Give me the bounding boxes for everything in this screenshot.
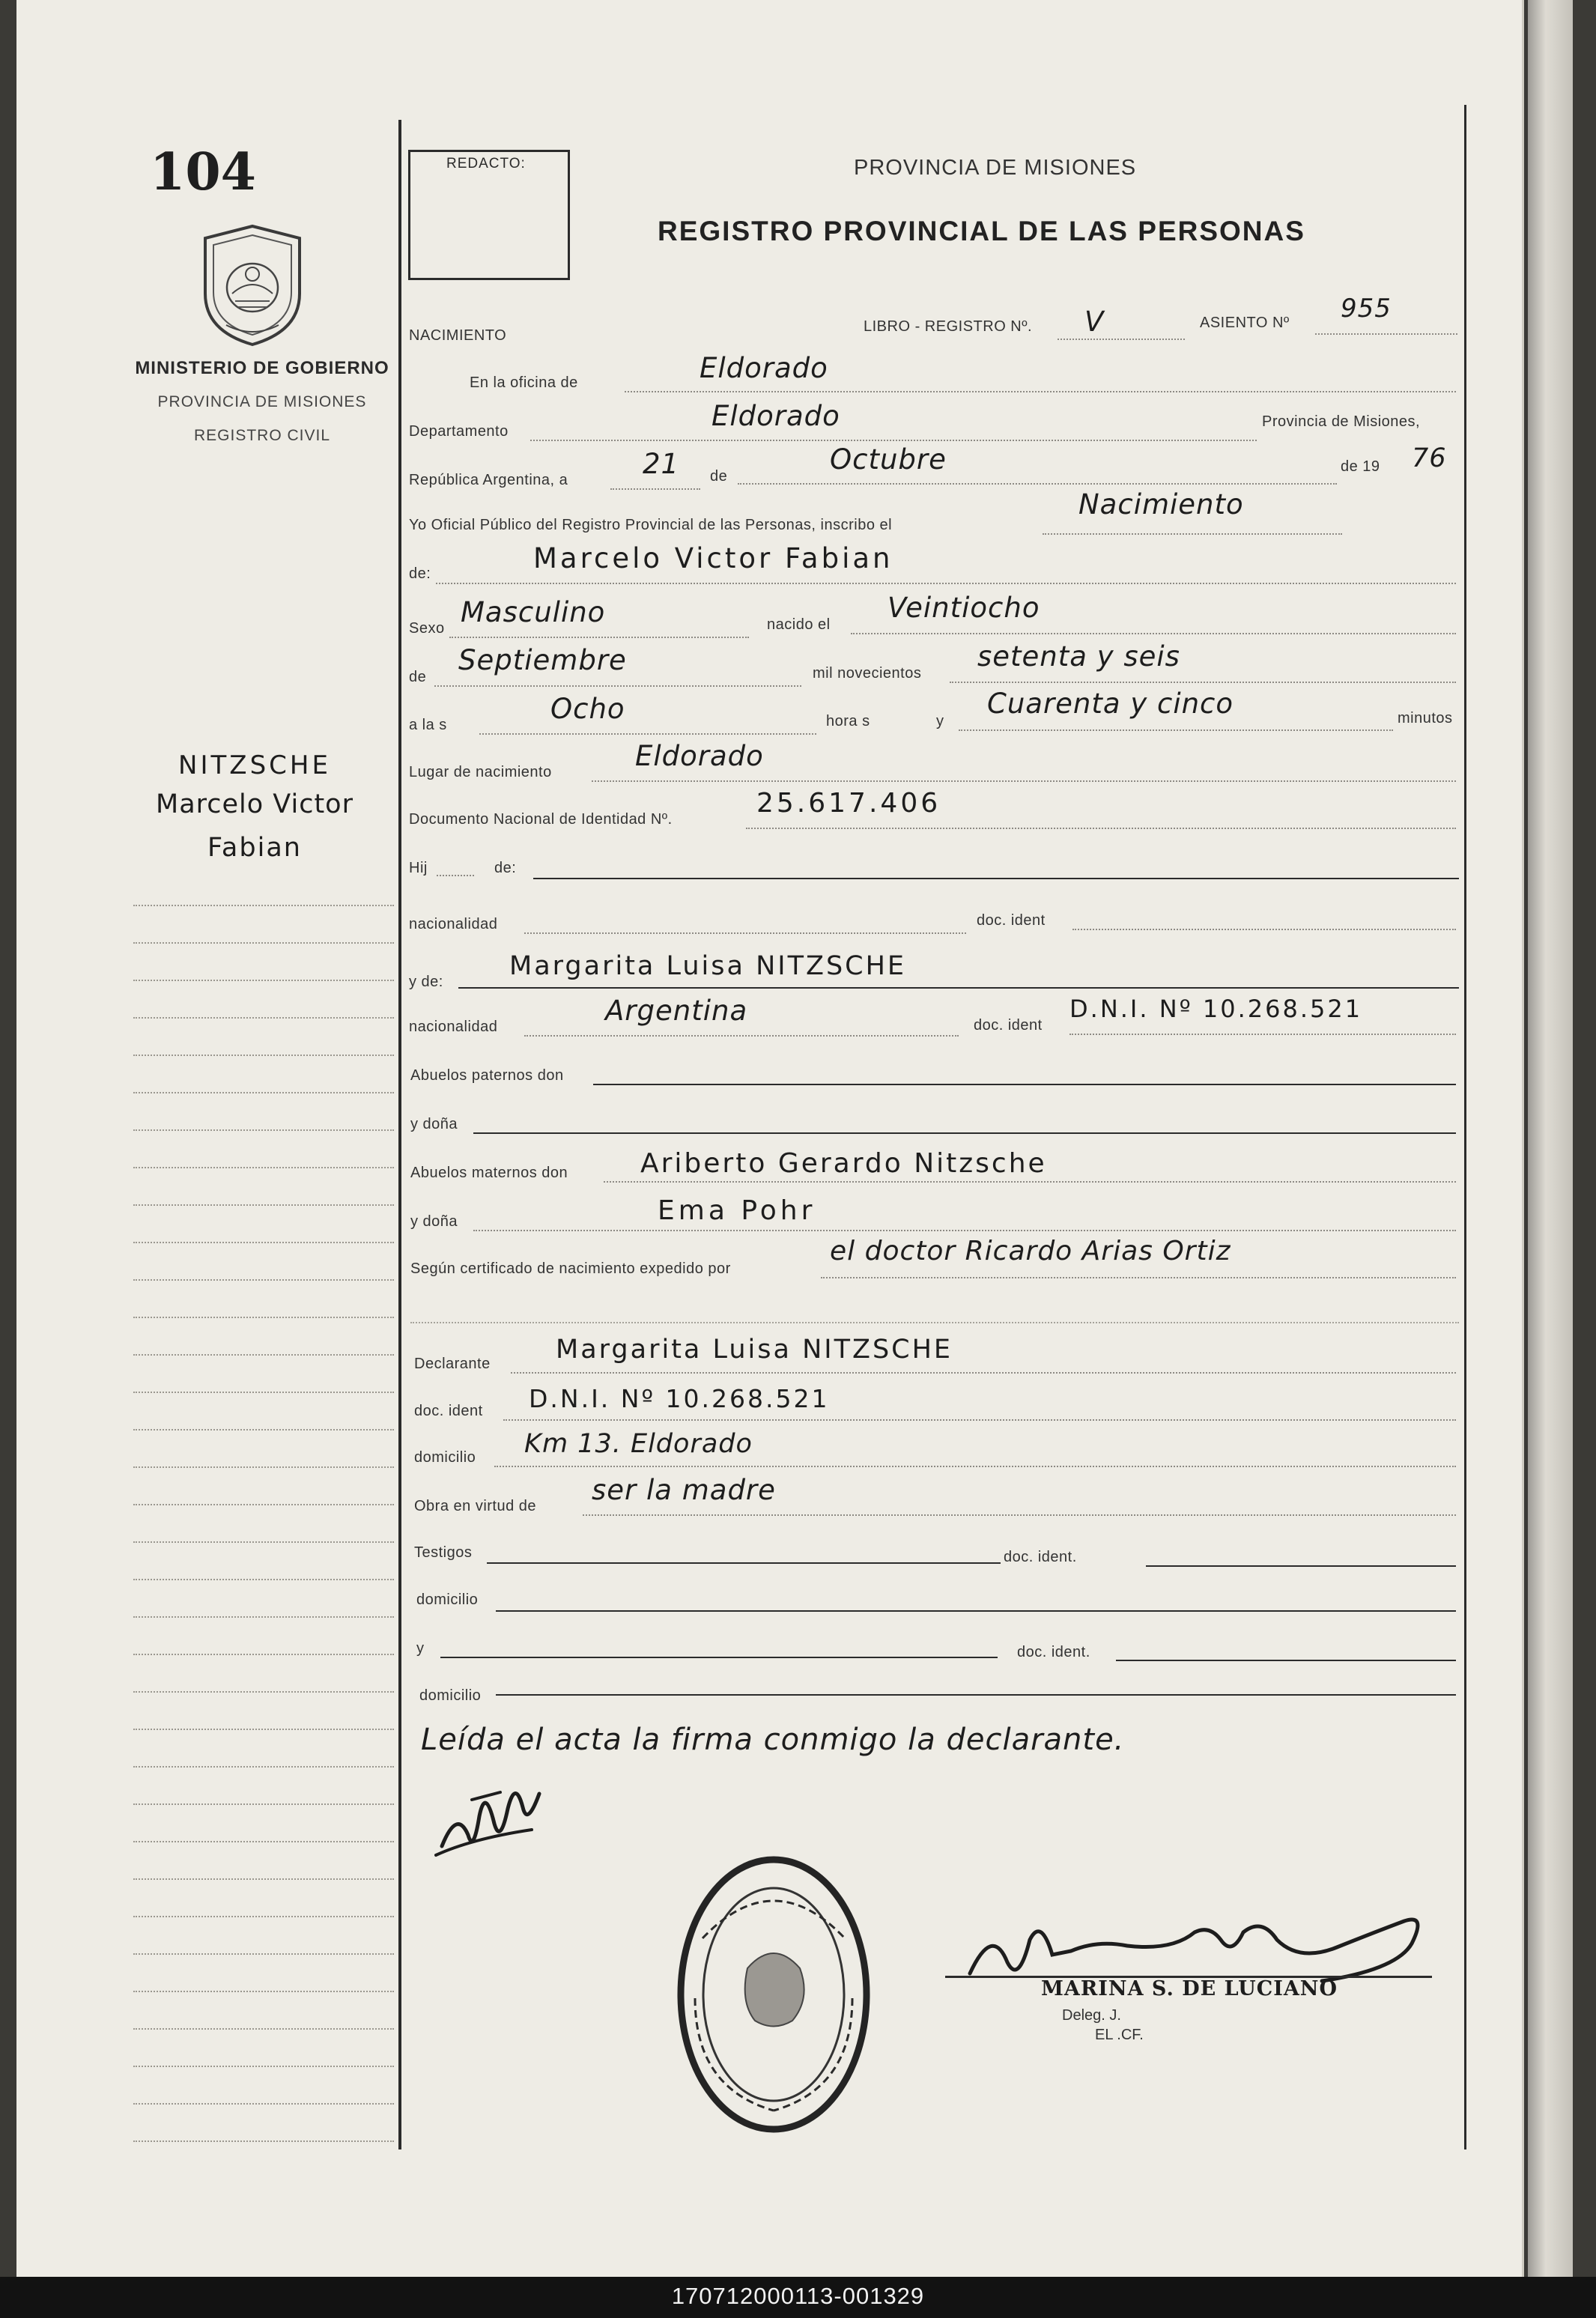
dni-label: Documento Nacional de Identidad Nº. — [409, 811, 673, 828]
departamento-value: Eldorado — [711, 400, 840, 432]
doc-madre-value: D.N.I. Nº 10.268.521 — [1069, 995, 1363, 1023]
nombre-line — [436, 583, 1456, 584]
minutos-label: minutos — [1398, 710, 1453, 726]
hora-line — [479, 733, 816, 735]
nacido-label: nacido el — [767, 616, 831, 633]
abuela-materna-value: Ema Pohr — [658, 1195, 816, 1226]
margin-rule — [133, 1916, 394, 1917]
margin-rule — [133, 1616, 394, 1618]
margin-rule — [133, 1654, 394, 1655]
provincial-crest-icon — [196, 222, 309, 349]
right-border — [1464, 105, 1466, 2149]
libro-value: V — [1084, 306, 1105, 338]
decl-doc-value: D.N.I. Nº 10.268.521 — [529, 1384, 830, 1413]
margin-rule — [133, 1167, 394, 1168]
margin-rule — [133, 1242, 394, 1243]
mes-line — [738, 483, 1337, 485]
minutos-value: Cuarenta y cinco — [987, 688, 1234, 720]
oficina-label: En la oficina de — [470, 374, 578, 391]
mes-nac-value: Septiembre — [458, 644, 627, 676]
margin-rule — [133, 1354, 394, 1356]
testigos-label: Testigos — [414, 1544, 473, 1561]
mes-nac-line — [434, 685, 801, 687]
nacimiento-label: NACIMIENTO — [409, 327, 507, 344]
margin-rule — [133, 1803, 394, 1805]
domicilio-label: domicilio — [414, 1449, 476, 1466]
margin-rule — [133, 2066, 394, 2067]
doc-madre-line — [1069, 1034, 1456, 1035]
margin-third-name: Fabian — [207, 833, 302, 863]
margin-rule — [133, 1878, 394, 1880]
margin-rule — [133, 942, 394, 944]
dni-value: 25.617.406 — [756, 788, 941, 819]
certificado-value: el doctor Ricardo Arias Ortiz — [830, 1236, 1231, 1266]
testigo2-doc-line — [1116, 1660, 1456, 1661]
nacionalidad-madre-line — [524, 1035, 959, 1037]
testigo1-domicilio-line — [496, 1610, 1456, 1612]
departamento-line — [530, 440, 1257, 441]
abuela-paterna-line — [473, 1132, 1456, 1134]
official-name: MARINA S. DE LUCIANO — [1041, 1977, 1338, 2000]
margin-rule — [133, 1055, 394, 1056]
sexo-label: Sexo — [409, 620, 445, 637]
testigo2-line — [440, 1657, 998, 1658]
de2-label: de — [409, 669, 427, 685]
nacionalidad-label: nacionalidad — [409, 916, 498, 932]
oficial-line — [1043, 533, 1342, 535]
libro-label: LIBRO - REGISTRO Nº. — [864, 318, 1033, 335]
closing-note: Leída el acta la firma conmigo la declarante. — [421, 1723, 1125, 1757]
oficial-value: Nacimiento — [1078, 488, 1244, 521]
hora-value: Ocho — [550, 693, 625, 725]
domicilio-value: Km 13. Eldorado — [524, 1429, 753, 1459]
dia-value: 21 — [643, 448, 680, 480]
asiento-value: 955 — [1341, 294, 1392, 324]
registry-title: REGISTRO PROVINCIAL DE LAS PERSONAS — [658, 216, 1305, 246]
official-place: EL .CF. — [1095, 2027, 1144, 2043]
margin-rule — [133, 1729, 394, 1730]
hij-line — [437, 875, 474, 876]
lugar-line — [592, 780, 1456, 782]
margin-rule — [133, 1841, 394, 1842]
mes-value: Octubre — [830, 443, 947, 476]
margin-rule — [133, 1204, 394, 1206]
madre-value: Margarita Luisa NITZSCHE — [509, 951, 907, 981]
de19-label: de 19 — [1341, 458, 1380, 475]
y-dona2-label: y doña — [410, 1213, 458, 1230]
margin-given-names: Marcelo Victor — [156, 789, 354, 819]
abuelos-maternos-label: Abuelos maternos don — [410, 1165, 568, 1181]
declarante-label: Declarante — [414, 1356, 491, 1372]
republica-label: República Argentina, a — [409, 472, 568, 488]
oficina-line — [625, 391, 1456, 392]
de-label: de — [710, 468, 728, 485]
hij-label: Hij — [409, 860, 428, 876]
margin-rule — [133, 980, 394, 981]
margin-rule — [133, 1766, 394, 1768]
book-binding-edge — [1528, 0, 1573, 2277]
margin-divider — [398, 120, 401, 2149]
margin-rule — [133, 1991, 394, 1992]
margin-surname: NITZSCHE — [178, 750, 331, 780]
nacido-value: Veintiocho — [887, 592, 1040, 624]
margin-rule — [133, 2103, 394, 2105]
milnov-label: mil novecientos — [813, 665, 922, 682]
margin-rule — [133, 1953, 394, 1955]
margin-rule — [133, 1129, 394, 1131]
oficial-label: Yo Oficial Público del Registro Provincial de las Personas, inscribo el — [409, 517, 893, 533]
certificado-line — [821, 1277, 1456, 1278]
doc-madre-label: doc. ident — [974, 1017, 1043, 1034]
decl-doc-line — [503, 1419, 1456, 1421]
ydemadre-label: y de: — [409, 974, 443, 990]
doc-ident-line — [1072, 929, 1456, 930]
y-label: y — [936, 713, 944, 729]
margin-rule — [133, 1279, 394, 1281]
abuelo-paterno-line — [593, 1084, 1456, 1085]
asiento-line — [1315, 333, 1457, 335]
official-stamp-icon — [673, 1848, 875, 2140]
departamento-label: Departamento — [409, 423, 509, 440]
obra-value: ser la madre — [592, 1474, 776, 1506]
ministry-heading: MINISTERIO DE GOBIERNO — [135, 358, 389, 378]
province-heading: PROVINCIA DE MISIONES — [854, 156, 1137, 180]
domicilio-line — [494, 1466, 1456, 1467]
margin-rule — [133, 1092, 394, 1093]
document-id: 170712000113-001329 — [671, 2283, 925, 2309]
testigo2-domicilio-line — [496, 1694, 1456, 1696]
left-province-label: PROVINCIA DE MISIONES — [157, 393, 367, 410]
redacto-label: REDACTO: — [446, 156, 526, 172]
asiento-label: ASIENTO Nº — [1200, 315, 1290, 331]
declarante-line — [511, 1372, 1456, 1374]
sexo-line — [449, 637, 749, 638]
hij-de-label: de: — [494, 860, 517, 876]
nacido-line — [851, 633, 1456, 634]
page-number: 104 — [150, 142, 256, 202]
dni-line — [746, 828, 1456, 829]
testigo1-doc-line — [1146, 1565, 1456, 1567]
margin-rule — [133, 2140, 394, 2142]
margin-rule — [133, 1392, 394, 1393]
abuelo-materno-value: Ariberto Gerardo Nitzsche — [640, 1148, 1047, 1179]
margin-rule — [133, 1429, 394, 1430]
certificado-label: Según certificado de nacimiento expedido por — [410, 1260, 731, 1277]
testigo1-line — [487, 1562, 1001, 1564]
sexo-value: Masculino — [461, 596, 606, 628]
libro-line — [1058, 339, 1185, 340]
milnov-value: setenta y seis — [977, 640, 1180, 673]
obra-line — [583, 1514, 1456, 1516]
margin-rule — [133, 1017, 394, 1019]
left-registry-label: REGISTRO CIVIL — [193, 427, 331, 444]
obra-label: Obra en virtud de — [414, 1498, 537, 1514]
abuelos-paternos-label: Abuelos paternos don — [410, 1067, 564, 1084]
margin-rule — [133, 2028, 394, 2030]
t2-domicilio-label: domicilio — [419, 1687, 482, 1704]
alas-label: a la s — [409, 717, 447, 733]
official-role: Deleg. J. — [1062, 2007, 1121, 2024]
t-domicilio-label: domicilio — [416, 1592, 479, 1608]
de-nombre-label: de: — [409, 565, 431, 582]
margin-rule — [133, 1579, 394, 1580]
abuelo-materno-line — [604, 1181, 1456, 1183]
t-doc-label: doc. ident. — [1004, 1549, 1077, 1565]
lugar-value: Eldorado — [635, 740, 764, 772]
abuela-materna-line — [473, 1230, 1456, 1231]
madre-line — [458, 987, 1459, 989]
minutos-line — [959, 729, 1393, 731]
margin-rule — [133, 1317, 394, 1318]
margin-rule — [133, 1541, 394, 1543]
nacionalidad-line — [524, 932, 966, 934]
margin-rule — [133, 1504, 394, 1505]
padre-line — [533, 878, 1459, 879]
nacionalidad-madre-label: nacionalidad — [409, 1019, 498, 1035]
t-y-label: y — [416, 1640, 425, 1657]
oficina-value: Eldorado — [700, 352, 828, 384]
horas-label: hora s — [826, 713, 870, 729]
declarante-value: Margarita Luisa NITZSCHE — [556, 1335, 953, 1365]
lugar-label: Lugar de nacimiento — [409, 764, 552, 780]
y-dona-label: y doña — [410, 1116, 458, 1132]
margin-rule — [133, 1691, 394, 1693]
margin-rule — [133, 905, 394, 906]
nacionalidad-madre-value: Argentina — [605, 995, 748, 1027]
declarant-signature-icon — [427, 1764, 554, 1869]
section-rule — [410, 1322, 1459, 1323]
dia-line — [610, 488, 700, 490]
anio-value: 76 — [1412, 443, 1447, 473]
decl-doc-label: doc. ident — [414, 1403, 483, 1419]
doc-ident-label: doc. ident — [977, 912, 1046, 929]
t2-doc-label: doc. ident. — [1017, 1644, 1090, 1660]
provincia-label: Provincia de Misiones, — [1262, 413, 1421, 430]
nombre-value: Marcelo Victor Fabian — [533, 542, 893, 574]
margin-rule — [133, 1466, 394, 1468]
milnov-line — [950, 682, 1456, 683]
